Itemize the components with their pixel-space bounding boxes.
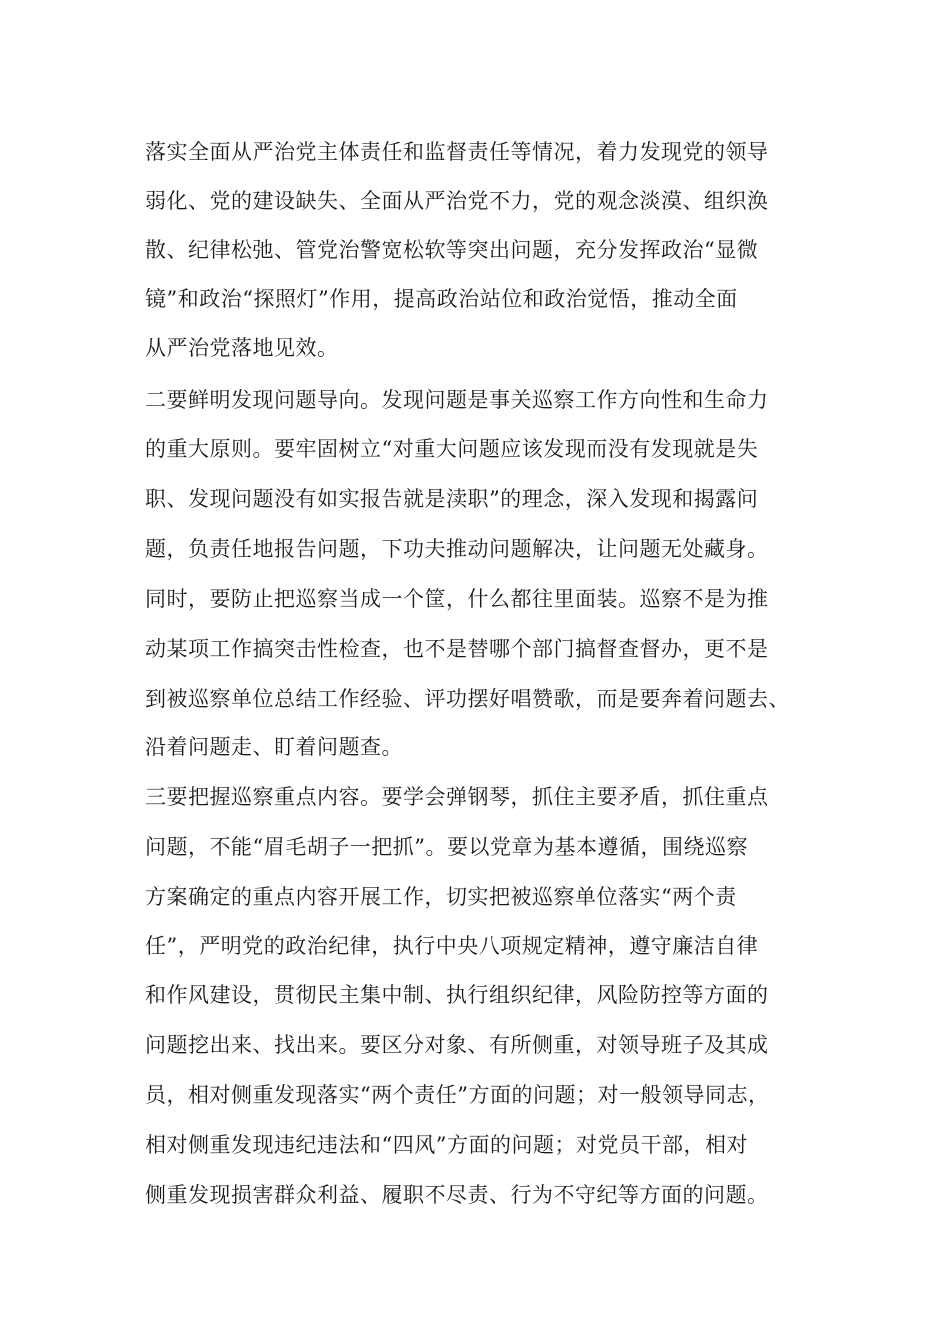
text-line: 从严治党落地见效。 <box>145 336 339 360</box>
text-line: 镜”和政治“探照灯”作用，提高政治站位和政治觉悟，推动全面 <box>145 287 738 311</box>
text-line: 相对侧重发现违纪违法和“四风”方面的问题；对党员干部，相对 <box>145 1133 748 1157</box>
text-line: 散、纪律松弛、管党治警宽松软等突出问题，充分发挥政治“显微 <box>145 238 759 262</box>
text-line: 到被巡察单位总结工作经验、评功摆好唱赞歌，而是要奔着问题去、 <box>145 687 790 711</box>
text-line: 弱化、党的建设缺失、全面从严治党不力，党的观念淡漠、组织涣 <box>145 189 769 213</box>
text-line: 和作风建设，贯彻民主集中制、执行组织纪律，风险防控等方面的 <box>145 983 769 1007</box>
text-line: 三要把握巡察重点内容。要学会弹钢琴，抓住主要矛盾，抓住重点 <box>145 785 769 809</box>
text-line: 动某项工作搞突击性检查，也不是替哪个部门搞督查督办，更不是 <box>145 637 769 661</box>
text-line: 同时，要防止把巡察当成一个筐，什么都往里面装。巡察不是为推 <box>145 587 769 611</box>
text-line: 沿着问题走、盯着问题查。 <box>145 735 403 759</box>
text-line: 职、发现问题没有如实报告就是渎职”的理念，深入发现和揭露问 <box>145 487 759 511</box>
text-line: 落实全面从严治党主体责任和监督责任等情况，着力发现党的领导 <box>145 140 769 164</box>
text-line: 问题，不能“眉毛胡子一把抓”。要以党章为基本遵循，围绕巡察 <box>145 835 748 859</box>
text-line: 员，相对侧重发现落实“两个责任”方面的问题；对一般领导同志， <box>145 1083 770 1107</box>
text-line: 任”，严明党的政治纪律，执行中央八项规定精神，遵守廉洁自律 <box>145 934 759 958</box>
text-line: 方案确定的重点内容开展工作，切实把被巡察单位落实“两个责 <box>145 885 737 909</box>
text-line: 问题挖出来、找出来。要区分对象、有所侧重，对领导班子及其成 <box>145 1033 769 1057</box>
text-line: 侧重发现损害群众利益、履职不尽责、行为不守纪等方面的问题。 <box>145 1183 769 1207</box>
text-line: 的重大原则。要牢固树立“对重大问题应该发现而没有发现就是失 <box>145 437 759 461</box>
text-line: 题，负责任地报告问题，下功夫推动问题解决，让问题无处藏身。 <box>145 537 769 561</box>
text-line: 二要鲜明发现问题导向。发现问题是事关巡察工作方向性和生命力 <box>145 388 769 412</box>
